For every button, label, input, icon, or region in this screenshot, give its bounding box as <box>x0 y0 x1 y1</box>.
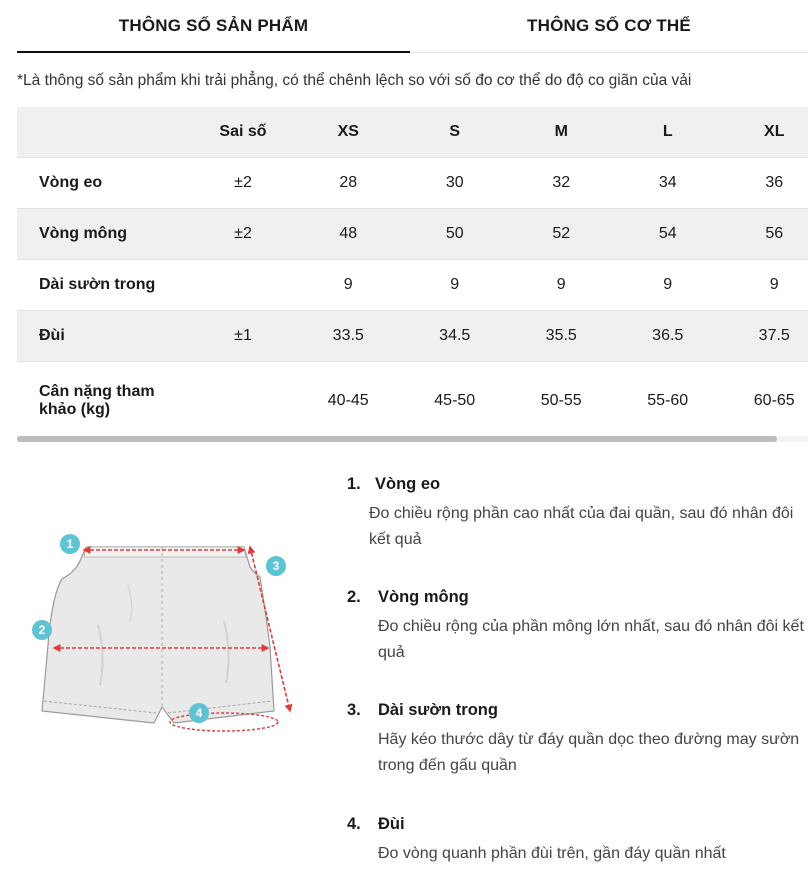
header-size-s: S <box>402 107 509 158</box>
size-table <box>17 107 808 441</box>
guide-heading: Dài sườn trong <box>378 701 498 719</box>
tolerance-cell <box>191 260 295 311</box>
guide-title <box>347 701 808 720</box>
guide-heading: Đùi <box>378 815 405 833</box>
table-cell: 50 <box>402 209 509 260</box>
guide-number: 4. <box>347 815 361 833</box>
row-label: Cân nặng tham khảo (kg) <box>17 362 191 441</box>
row-label: Vòng mông <box>17 209 191 260</box>
table-cell: 52 <box>508 209 615 260</box>
tolerance-cell <box>191 362 295 441</box>
table-cell: 60-65 <box>721 362 808 441</box>
svg-text:4: 4 <box>195 706 203 720</box>
table-cell: 48 <box>295 209 402 260</box>
guide-heading: Vòng eo <box>375 475 441 493</box>
guide-item-hip <box>347 588 808 666</box>
table-row <box>17 311 808 362</box>
guide-title <box>347 475 808 494</box>
svg-text:2: 2 <box>38 623 46 637</box>
table-cell: 36.5 <box>615 311 722 362</box>
table-cell: 9 <box>402 260 509 311</box>
table-cell: 9 <box>295 260 402 311</box>
tolerance-cell: ±2 <box>191 209 295 260</box>
marker-1-icon <box>60 534 80 554</box>
marker-2-icon <box>32 620 52 640</box>
table-row <box>17 158 808 209</box>
shorts-measurement-illustration <box>28 525 298 750</box>
tab-bar <box>17 0 808 53</box>
guide-number: 2. <box>347 588 361 606</box>
table-cell: 28 <box>295 158 402 209</box>
table-cell: 50-55 <box>508 362 615 441</box>
header-tolerance: Sai số <box>191 107 295 158</box>
row-label: Đùi <box>17 311 191 362</box>
table-cell: 9 <box>615 260 722 311</box>
svg-text:1: 1 <box>66 537 74 551</box>
table-cell: 55-60 <box>615 362 722 441</box>
guide-title <box>347 815 808 834</box>
tab-body-specs[interactable]: THÔNG SỐ CƠ THỂ <box>527 16 691 35</box>
marker-3-icon <box>266 556 286 576</box>
table-cell: 54 <box>615 209 722 260</box>
measurement-note: *Là thông số sản phẩm khi trải phẳng, có thể chênh lệch so với số đo cơ thể do độ co giãn của vải <box>17 72 692 89</box>
table-cell: 35.5 <box>508 311 615 362</box>
header-empty <box>17 107 191 158</box>
row-label: Vòng eo <box>17 158 191 209</box>
table-cell: 33.5 <box>295 311 402 362</box>
header-size-m: M <box>508 107 615 158</box>
guide-item-thigh <box>347 815 808 867</box>
guide-heading: Vòng mông <box>378 588 469 606</box>
shorts-measurement-diagram-icon <box>28 525 298 750</box>
guide-number: 3. <box>347 701 361 719</box>
tolerance-cell: ±2 <box>191 158 295 209</box>
table-cell: 45-50 <box>402 362 509 441</box>
table-row <box>17 209 808 260</box>
header-size-xs: XS <box>295 107 402 158</box>
header-size-xl: XL <box>721 107 808 158</box>
table-cell: 30 <box>402 158 509 209</box>
guide-description: Đo chiều rộng phần cao nhất của đai quần, sau đó nhân đôi kết quả <box>369 505 794 548</box>
table-cell: 34 <box>615 158 722 209</box>
table-cell: 56 <box>721 209 808 260</box>
table-row <box>17 260 808 311</box>
tab-product-specs[interactable]: THÔNG SỐ SẢN PHẨM <box>17 0 410 53</box>
table-cell: 40-45 <box>295 362 402 441</box>
table-cell: 9 <box>721 260 808 311</box>
table-cell: 36 <box>721 158 808 209</box>
svg-text:3: 3 <box>272 559 280 573</box>
guide-description: Hãy kéo thước dây từ đáy quần dọc theo đường may sườn trong đến gấu quần <box>378 731 800 774</box>
scrollbar-thumb[interactable] <box>17 436 777 442</box>
marker-4-icon <box>189 703 209 723</box>
row-label: Dài sườn trong <box>17 260 191 311</box>
table-scrollbar[interactable] <box>17 436 808 442</box>
tolerance-cell: ±1 <box>191 311 295 362</box>
table-row <box>17 362 808 441</box>
table-cell: 34.5 <box>402 311 509 362</box>
table-header-row <box>17 107 808 158</box>
table-cell: 37.5 <box>721 311 808 362</box>
guide-description: Đo vòng quanh phần đùi trên, gần đáy quần nhất <box>378 845 726 862</box>
guide-title <box>347 588 808 607</box>
header-size-l: L <box>615 107 722 158</box>
size-table-container[interactable] <box>17 107 808 441</box>
table-cell: 32 <box>508 158 615 209</box>
guide-item-waist <box>347 475 808 553</box>
guide-item-inseam <box>347 701 808 779</box>
table-cell: 9 <box>508 260 615 311</box>
guide-description: Đo chiều rộng của phần mông lớn nhất, sau đó nhân đôi kết quả <box>378 618 804 661</box>
guide-number: 1. <box>347 475 361 493</box>
